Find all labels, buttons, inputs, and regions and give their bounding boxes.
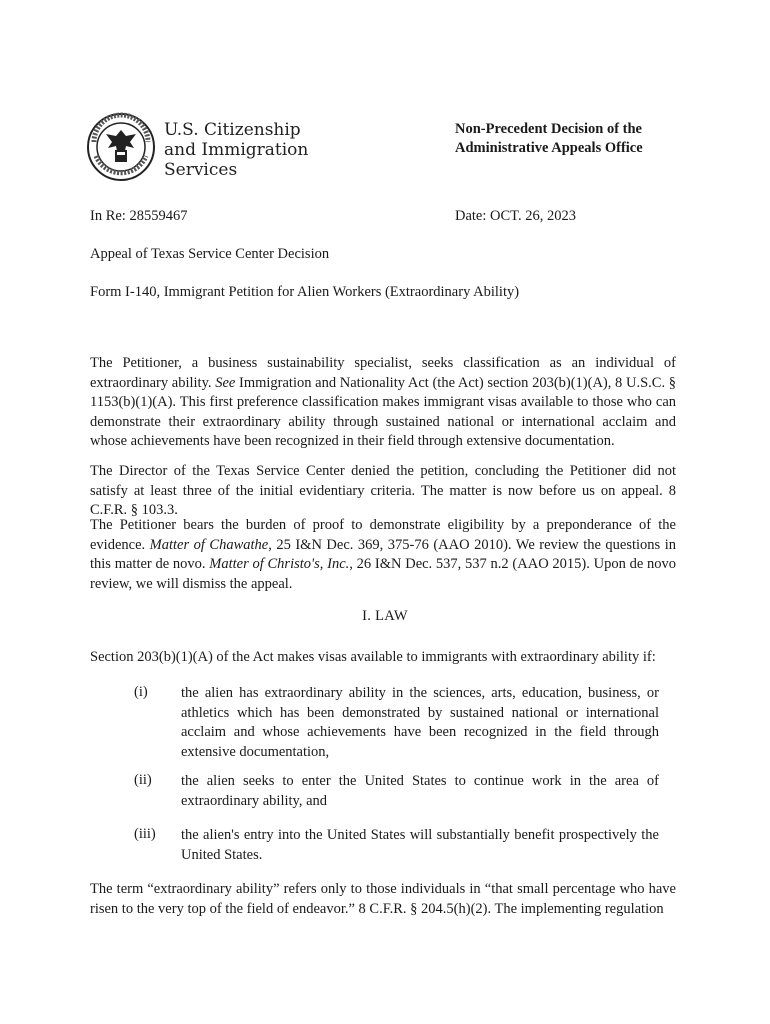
in-re: In Re: 28559467 bbox=[90, 208, 188, 224]
list-item-text: the alien seeks to enter the United States to continue work in the area of extraordinary ability, and bbox=[181, 773, 659, 809]
paragraph-3-text-b: , 25 I&N Dec. 369, 375-76 (AAO 2010). We review the questions in this matter de novo. bbox=[90, 536, 676, 573]
paragraph-3-text-a: The Petitioner bears the burden of proof to demonstrate eligibility by a preponderance of the evidence. bbox=[90, 517, 676, 553]
paragraph-1-text-a: The Petitioner, a business sustainability specialist, seeks classification as an individual of extraordinary ability. bbox=[90, 355, 676, 391]
paragraph-1 bbox=[90, 354, 676, 452]
agency-line-2: and Immigration bbox=[164, 140, 309, 160]
form-title: Form I-140, Immigrant Petition for Alien Workers (Extraordinary Ability) bbox=[90, 284, 520, 300]
paragraph-2: The Director of the Texas Service Center denied the petition, concluding the Petitioner did not satisfy at least three of the initial evidentiary criteria. The matter is now before us on appeal. 8 C.F.R. § 103.3. bbox=[90, 463, 676, 519]
list-item-text: the alien has extraordinary ability in the sciences, arts, education, business, or athletics which has been demonstrated by sustained national or international acclaim and whose achievements have been recognized in the field through extensive documentation, bbox=[181, 685, 659, 760]
case-citation-christos: Matter of Christo's, Inc. bbox=[209, 556, 350, 573]
appeal-title: Appeal of Texas Service Center Decision bbox=[90, 246, 330, 262]
paragraph-3 bbox=[90, 516, 676, 594]
decision-line-1: Non-Precedent Decision of the bbox=[455, 121, 642, 137]
agency-line-3: Services bbox=[164, 160, 238, 180]
paragraph-1-text-b: Immigration and Nationality Act (the Act) section 203(b)(1)(A), 8 U.S.C. § 1153(b)(1)(A). This first preference classification makes immigrant visas available to those who can demonstrate their extraordinary ability through sustained national or international acclaim and whose achievements have been recognized in their field through extensive documentation. bbox=[90, 374, 676, 450]
agency-name bbox=[164, 120, 308, 180]
dhs-seal-icon bbox=[86, 112, 156, 182]
list-item-number: (ii) bbox=[134, 772, 152, 788]
paragraph-1-see: See bbox=[215, 374, 236, 391]
case-citation-chawathe: Matter of Chawathe bbox=[149, 536, 269, 553]
list-item-text: the alien's entry into the United States will substantially benefit prospectively the United States. bbox=[181, 827, 659, 863]
decision-date: Date: OCT. 26, 2023 bbox=[455, 208, 576, 224]
section-heading: I. LAW bbox=[362, 608, 408, 624]
agency-line-1: U.S. Citizenship bbox=[164, 120, 301, 140]
decision-label bbox=[455, 120, 643, 158]
paragraph-4: Section 203(b)(1)(A) of the Act makes visas available to immigrants with extraordinary ability if: bbox=[90, 649, 656, 665]
decision-line-2: Administrative Appeals Office bbox=[455, 140, 643, 156]
list-item-number: (iii) bbox=[134, 826, 156, 842]
paragraph-3-text-c: , 26 I&N Dec. 537, 537 n.2 (AAO 2015). Upon de novo review, we will dismiss the appeal. bbox=[90, 556, 676, 592]
list-item-number: (i) bbox=[134, 684, 148, 700]
paragraph-5: The term “extraordinary ability” refers only to those individuals in “that small percentage who have risen to the very top of the field of endeavor.” 8 C.F.R. § 204.5(h)(2). The implementing regulation bbox=[90, 881, 676, 917]
